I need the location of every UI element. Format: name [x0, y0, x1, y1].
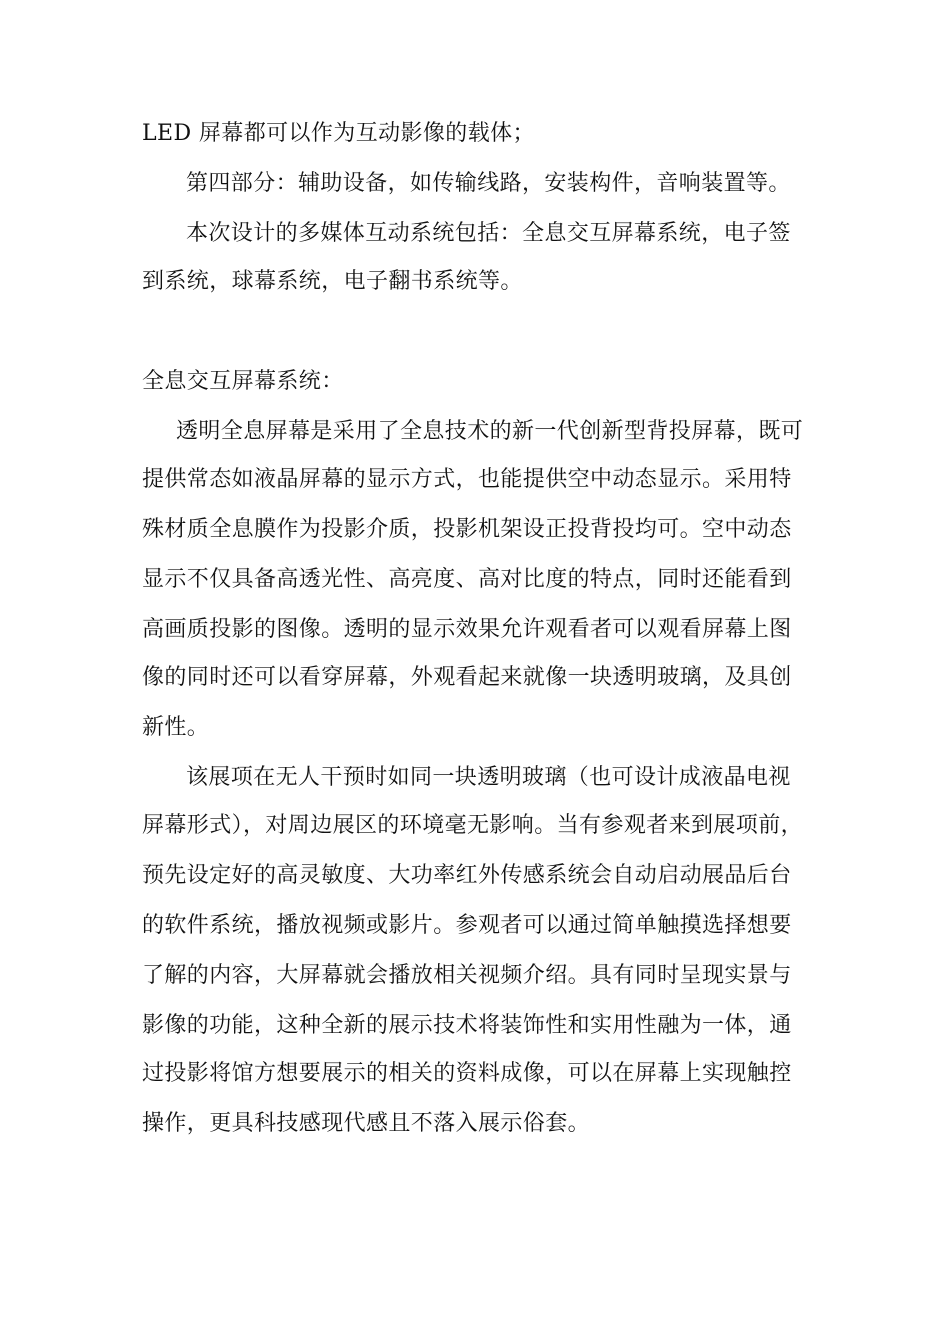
- text-line: 影像的功能，这种全新的展示技术将装饰性和实用性融为一体，通: [142, 1013, 792, 1038]
- text-line: 第四部分：辅助设备，如传输线路，安装构件，音响装置等。: [186, 171, 791, 196]
- text-line: 显示不仅具备高透光性、高亮度、高对比度的特点，同时还能看到: [142, 567, 792, 592]
- text-line: 透明全息屏幕是采用了全息技术的新一代创新型背投屏幕，既可: [176, 419, 804, 444]
- text-line: 提供常态如液晶屏幕的显示方式，也能提供空中动态显示。采用特: [142, 467, 792, 492]
- text-line: LED 屏幕都可以作为互动影像的载体；: [142, 121, 535, 146]
- text-line: 到系统，球幕系统，电子翻书系统等。: [142, 269, 523, 294]
- text-line: 新性。: [142, 715, 210, 740]
- text-line: 该展项在无人干预时如同一块透明玻璃（也可设计成液晶电视: [186, 765, 791, 790]
- text-line: 高画质投影的图像。透明的显示效果允许观看者可以观看屏幕上图: [142, 617, 792, 642]
- text-line: 屏幕形式），对周边展区的环境毫无影响。当有参观者来到展项前，: [142, 813, 804, 838]
- text-line: 的软件系统，播放视频或影片。参观者可以通过简单触摸选择想要: [142, 913, 792, 938]
- section-heading: 全息交互屏幕系统：: [142, 369, 344, 394]
- text-line: 了解的内容，大屏幕就会播放相关视频介绍。具有同时呈现实景与: [142, 963, 792, 988]
- text-line: 像的同时还可以看穿屏幕，外观看起来就像一块透明玻璃，及具创: [142, 665, 792, 690]
- text-line: 过投影将馆方想要展示的相关的资料成像，可以在屏幕上实现触控: [142, 1061, 792, 1086]
- text-line: 预先设定好的高灵敏度、大功率红外传感系统会自动启动展品后台: [142, 863, 792, 888]
- text-line: 殊材质全息膜作为投影介质，投影机架设正投背投均可。空中动态: [142, 517, 792, 542]
- text-line: 操作，更具科技感现代感且不落入展示俗套。: [142, 1111, 591, 1136]
- text-line: 本次设计的多媒体互动系统包括：全息交互屏幕系统，电子签: [186, 221, 791, 246]
